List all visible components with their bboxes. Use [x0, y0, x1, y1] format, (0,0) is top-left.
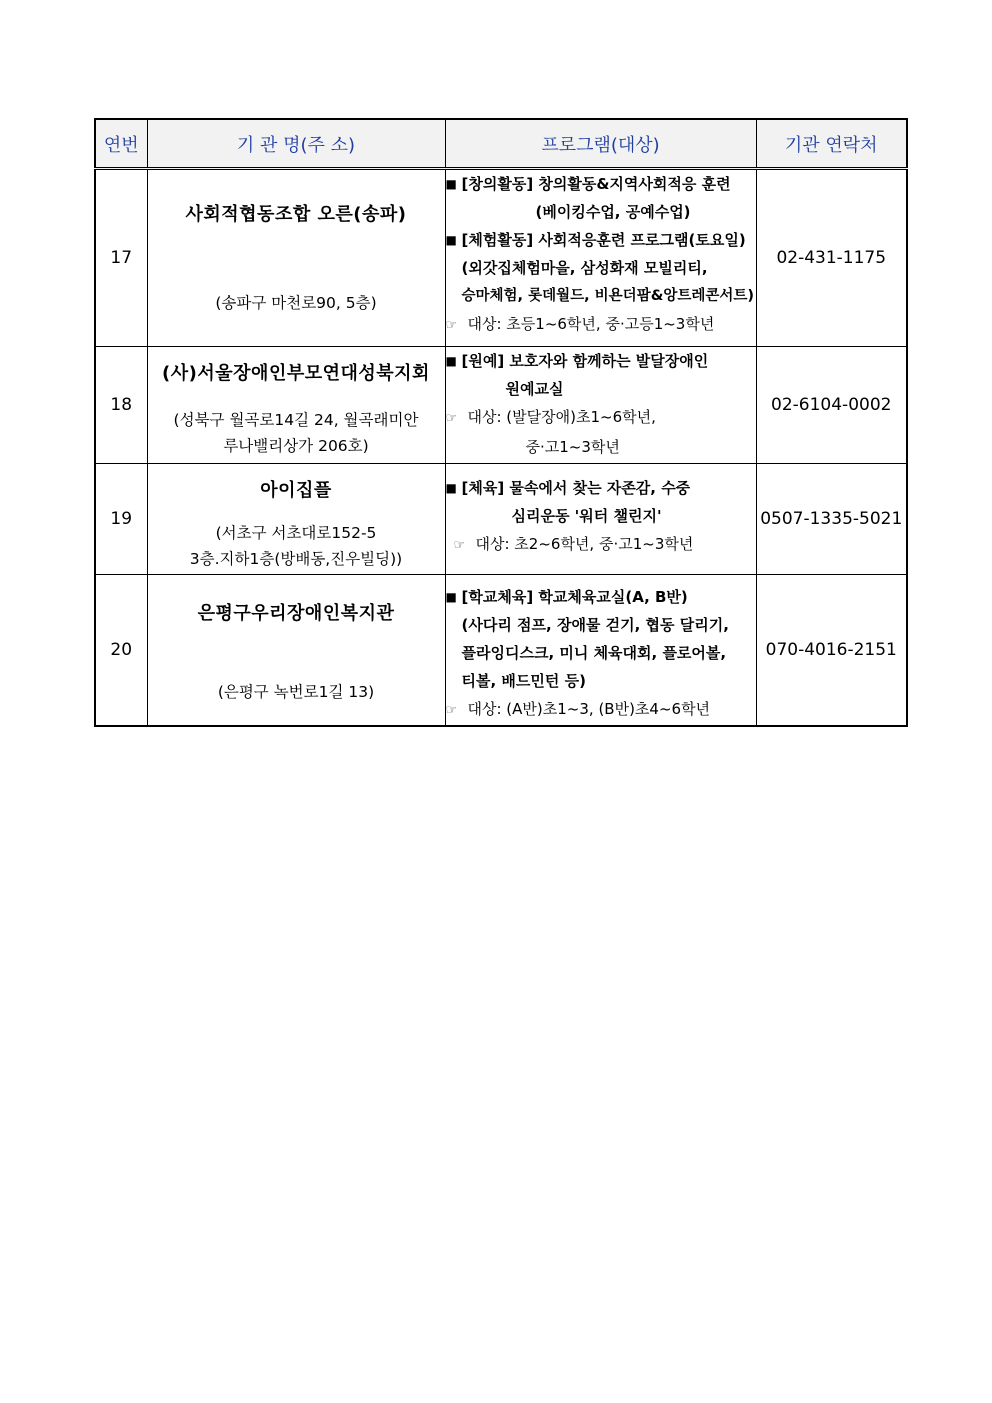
institution-address: (송파구 마천로90, 5층)	[215, 294, 377, 312]
program-target-continued: 중·고1~3학년	[525, 438, 620, 456]
contact-phone: 02-6104-0002	[756, 347, 907, 464]
program-target: ☞ 대상: 초등1~6학년, 중·고등1~3학년	[446, 310, 756, 340]
pointing-hand-icon: ☞	[453, 538, 466, 553]
program-cell	[445, 347, 756, 464]
institution-name: (사)서울장애인부모연대성북지회	[162, 363, 430, 384]
square-bullet-icon: ■	[445, 233, 457, 247]
institution-cell	[147, 347, 445, 464]
square-bullet-icon: ■	[445, 481, 457, 495]
institution-address: 루나밸리상가 206호)	[223, 437, 369, 455]
institution-name: 사회적협동조합 오른(송파)	[185, 204, 407, 225]
table-row	[95, 347, 907, 464]
program-cell	[445, 575, 756, 727]
program-item-continued: (사다리 점프, 장애물 걷기, 협동 달리기,	[461, 616, 729, 634]
institution-cell	[147, 169, 445, 347]
institution-name: 은평구우리장애인복지관	[197, 603, 395, 624]
contact-phone: 02-431-1175	[756, 169, 907, 347]
program-item-continued: 플라잉디스크, 미니 체육대회, 플로어볼,	[461, 644, 727, 662]
header-program: 프로그램(대상)	[445, 119, 756, 169]
program-cell	[445, 169, 756, 347]
program-target: ☞ 대상: (발달장애)초1~6학년,	[446, 403, 756, 433]
row-number: 17	[95, 169, 147, 347]
program-item-continued: 티볼, 배드민턴 등)	[461, 672, 586, 690]
program-item-continued: 심리운동 '워터 챌린지'	[511, 507, 662, 525]
square-bullet-icon: ■	[445, 590, 457, 604]
table-row	[95, 169, 907, 347]
header-no: 연번	[95, 119, 147, 169]
institution-address: (서초구 서초대로152-5	[215, 524, 377, 542]
institution-cell	[147, 575, 445, 727]
pointing-hand-icon: ☞	[445, 318, 458, 333]
pointing-hand-icon: ☞	[445, 411, 458, 426]
header-contact: 기관 연락처	[756, 119, 907, 169]
pointing-hand-icon: ☞	[445, 703, 458, 718]
header-institution: 기 관 명(주 소)	[147, 119, 445, 169]
row-number: 20	[95, 575, 147, 727]
row-number: 18	[95, 347, 147, 464]
program-item: ■ [학교체육] 학교체육교실(A, B반)	[446, 583, 756, 611]
institution-cell	[147, 464, 445, 575]
square-bullet-icon: ■	[445, 177, 457, 191]
contact-phone: 0507-1335-5021	[756, 464, 907, 575]
program-item: ■ [체험활동] 사회적응훈련 프로그램(토요일)	[446, 226, 756, 254]
program-item-continued: 원예교실	[505, 380, 564, 398]
institution-address: (성북구 월곡로14길 24, 월곡래미안	[173, 411, 419, 429]
program-target: ☞ 대상: (A반)초1~3, (B반)초4~6학년	[446, 695, 756, 725]
square-bullet-icon: ■	[445, 354, 457, 368]
table-row	[95, 464, 907, 575]
program-target: ☞ 대상: 초2~6학년, 중·고1~3학년	[446, 530, 756, 560]
table-header-row	[95, 119, 907, 169]
institution-name: 아이집플	[260, 480, 332, 501]
program-item-continued: (외갓집체험마을, 삼성화재 모빌리티,	[461, 259, 708, 277]
program-item: ■ [원예] 보호자와 함께하는 발달장애인	[446, 347, 756, 375]
row-number: 19	[95, 464, 147, 575]
program-table	[94, 118, 908, 727]
institution-address: (은평구 녹번로1길 13)	[217, 683, 375, 701]
institution-address: 3층.지하1층(방배동,진우빌딩))	[189, 550, 403, 568]
program-item: ■ [체육] 물속에서 찾는 자존감, 수중	[446, 474, 756, 502]
table-row	[95, 575, 907, 727]
program-item-continued: (베이킹수업, 공예수업)	[535, 203, 691, 221]
program-cell	[445, 464, 756, 575]
program-item: ■ [창의활동] 창의활동&지역사회적응 훈련	[446, 170, 756, 198]
program-item-continued: 승마체험, 롯데월드, 비욘더팜&앙트레콘서트)	[461, 288, 755, 304]
contact-phone: 070-4016-2151	[756, 575, 907, 727]
